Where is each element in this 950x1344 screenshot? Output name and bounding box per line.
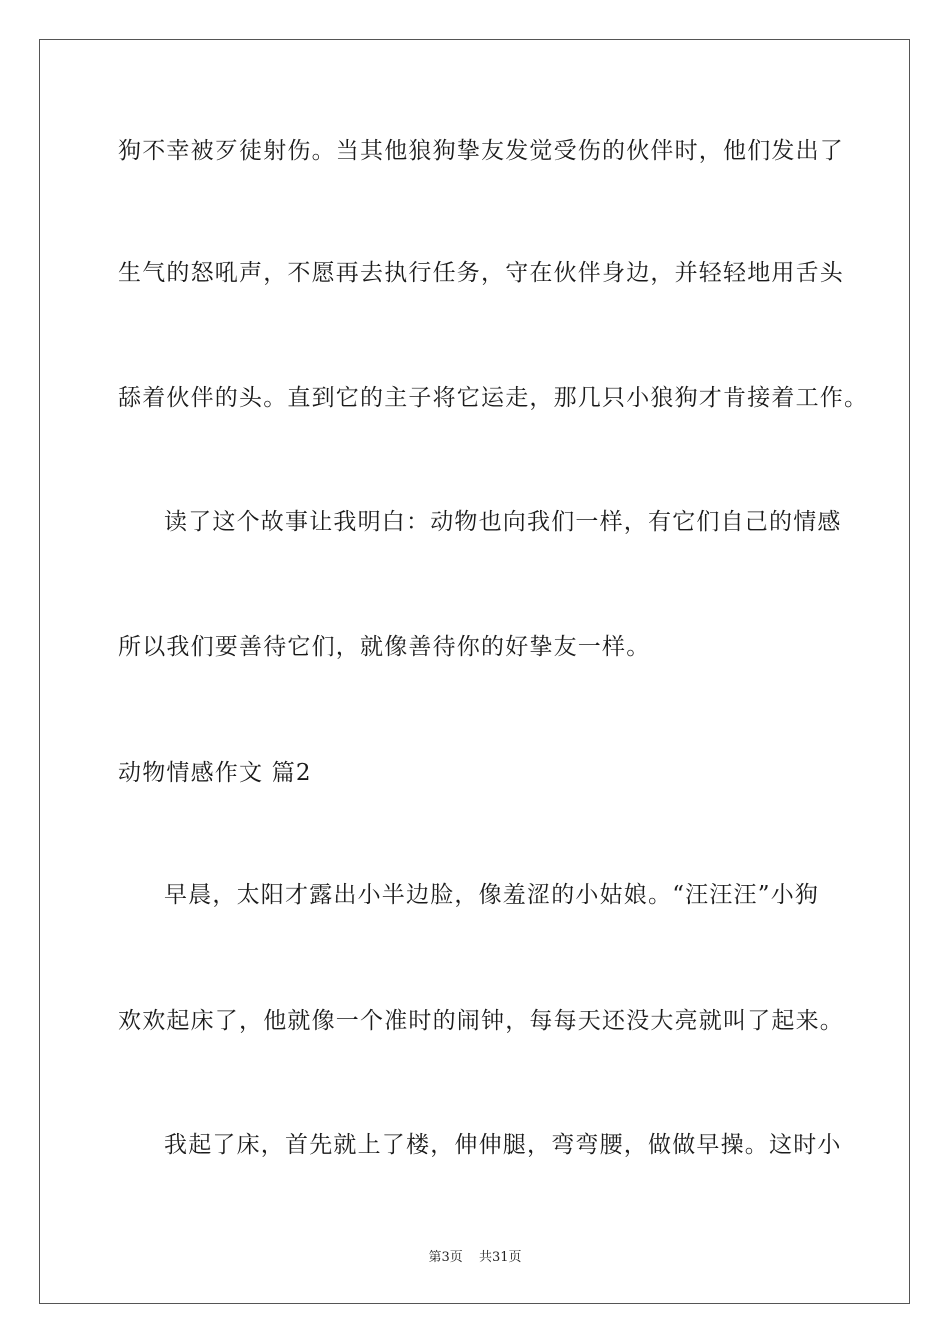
paragraph-line-4: 读了这个故事让我明白：动物也向我们一样，有它们自己的情感 (164, 509, 842, 535)
paragraph-line-8: 我起了床，首先就上了楼，伸伸腿，弯弯腰，做做早操。这时小 (164, 1132, 842, 1158)
paragraph-line-6: 早晨，太阳才露出小半边脸，像羞涩的小姑娘。“汪汪汪”小狗 (164, 882, 820, 908)
paragraph-line-3: 舔着伙伴的头。直到它的主子将它运走，那几只小狼狗才肯接着工作。 (118, 385, 869, 411)
page-footer (0, 1246, 950, 1265)
paragraph-line-5: 所以我们要善待它们，就像善待你的好挚友一样。 (118, 634, 651, 660)
paragraph-line-2: 生气的怒吼声，不愿再去执行任务，守在伙伴身边，并轻轻地用舌头 (118, 260, 844, 286)
paragraph-line-7: 欢欢起床了，他就像一个准时的闹钟，每每天还没大亮就叫了起来。 (118, 1008, 844, 1034)
section-heading: 动物情感作文 篇2 (118, 760, 312, 786)
page-total: 共31页 (478, 1250, 522, 1265)
page-number: 第3页 (428, 1250, 463, 1265)
page-border (39, 39, 910, 1304)
paragraph-line-1: 狗不幸被歹徒射伤。当其他狼狗挚友发觉受伤的伙伴时，他们发出了 (118, 138, 844, 164)
